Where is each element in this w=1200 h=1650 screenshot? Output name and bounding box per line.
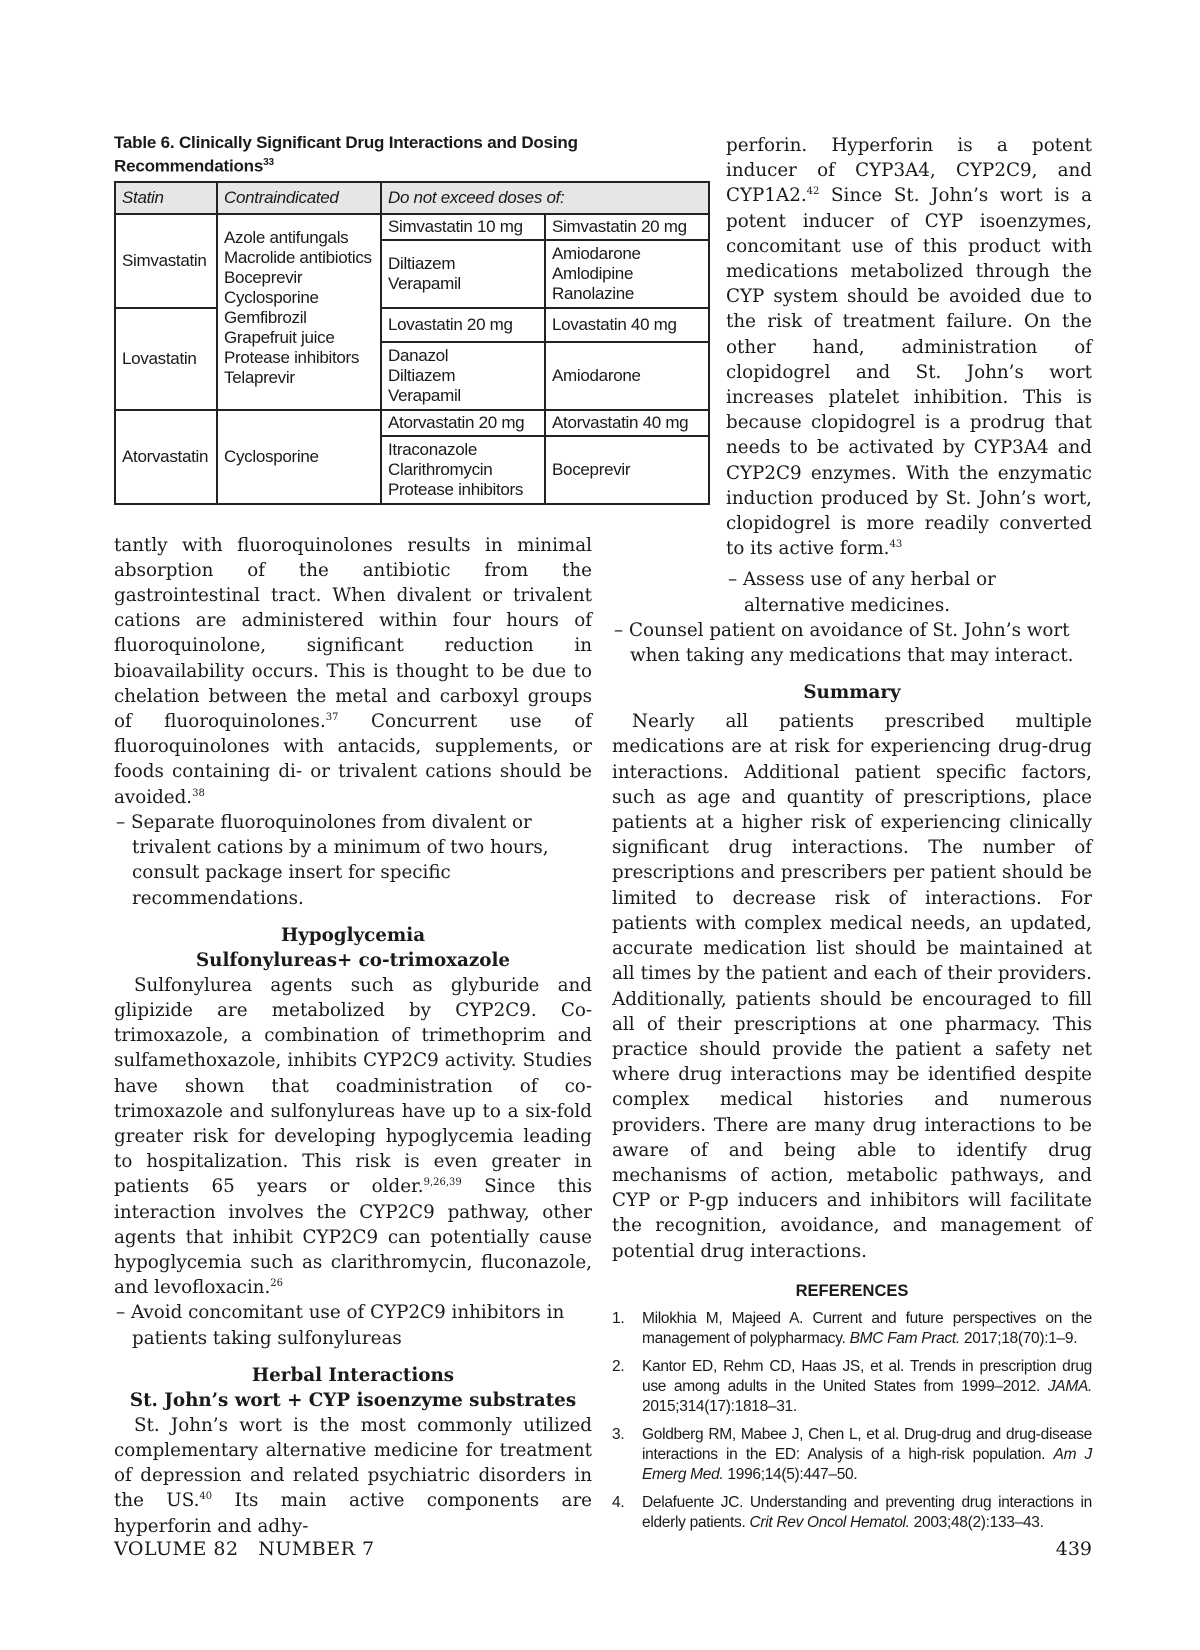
drugs1-cell: [381, 342, 545, 410]
reference-body: Milokhia M, Majeed A. Current and future perspectives on the management of polypharmacy.: [642, 1309, 1092, 1347]
drugs2-cell: Boceprevir: [545, 436, 709, 504]
reference-journal: Crit Rev Oncol Hematol.: [749, 1513, 910, 1531]
contra-item: Telaprevir: [224, 367, 295, 387]
citation: 40: [199, 1491, 213, 1503]
drug-item: Amlodipine: [552, 263, 634, 283]
subsection-heading: St. John’s wort + CYP isoenzyme substrates: [129, 1389, 577, 1411]
paragraph: Nearly all patients prescribed multiple medications are at risk for experiencing drug-drug interactions. Additional patient specific factors, such as age and quantity of prescriptions, place patients at a higher risk of experiencing clinically significant drug interactions. The number of prescriptions and prescribers per patient should be limited to decrease risk of interactions. For patients with complex medical needs, an updated, accurate medication list should be maintained at all times by the patient and each of their providers. Additionally, patients should be encouraged to fill all of their prescriptions at one pharmacy. This practice should provide the patient a safety net where drug interactions may be identified despite complex medical histories and numerous providers. There are many drug interactions to be aware of and being able to identify drug mechanisms of action, metabolic pathways, and CYP or P-gp inducers and inhibitors will facilitate the recognition, avoidance, and management of potential drug interactions.: [612, 711, 1092, 1262]
subsection-heading: Sulfonylureas+ co-trimoxazole: [195, 949, 511, 971]
contra-item: Protease inhibitors: [224, 347, 360, 367]
citation: 38: [192, 787, 205, 799]
drug-item: Itraconazole: [388, 439, 478, 459]
drug-item: Ranolazine: [552, 283, 635, 303]
references-heading: REFERENCES: [795, 1281, 909, 1300]
paragraph: [726, 133, 1092, 561]
reference-item: [612, 1309, 1092, 1349]
paragraph-text: Sulfonylurea agents such as glyburide and glipizide are metabolized by CYP2C9. Co-trimoxazole, a combination of trimethoprim and sulfamethoxazole, inhibits CYP2C9 activity. Studies have shown that coadministration of co-trimoxazole and sulfonylureas have up to a six-fold greater risk for developing hypoglycemia leading to hospitalization. This risk is even greater in patients 65 years or older.: [114, 974, 592, 1198]
reference-item: [612, 1357, 1092, 1417]
bullet-item: – Separate fluoroquinolones from divalent or trivalent cations by a minimum of two hours, consult package insert for specific recommendations.: [116, 811, 549, 909]
reference-item: [612, 1493, 1092, 1533]
paragraph-text: Concurrent use of fluoroquinolones with antacids, supplements, or foods containing di- or trivalent cations should be avoided.: [114, 711, 592, 808]
reference-item: [612, 1425, 1092, 1485]
paragraph: [114, 533, 592, 810]
bullet-item: – Counsel patient on avoidance of St. John’s wort when taking any medications that may interact.: [614, 619, 1074, 667]
table-caption: [114, 133, 592, 177]
contra-item: Cyclosporine: [224, 287, 319, 307]
dose2-cell: Atorvastatin 40 mg: [545, 410, 709, 436]
statin-cell: Simvastatin: [115, 214, 217, 308]
header-statin: Statin: [115, 182, 217, 214]
reference-tail: 1996;14(5):447–50.: [723, 1465, 858, 1483]
dose2-cell: Lovastatin 40 mg: [545, 308, 709, 342]
drug-item: Diltiazem: [388, 253, 456, 273]
citation: 9,26,39: [423, 1177, 462, 1189]
paragraph-text: perforin. Hyperforin is a potent inducer of CYP3A4, CYP2C9, and CYP1A2.: [726, 135, 1092, 207]
drug-item: Verapamil: [388, 273, 461, 293]
contra-item: Azole antifungals: [224, 227, 349, 247]
reference-number: 4.: [612, 1493, 625, 1511]
section-heading: Hypoglycemia: [280, 924, 426, 946]
drugs1-cell: [381, 240, 545, 308]
dose1-cell: Lovastatin 20 mg: [381, 308, 545, 342]
header-dose-limit: Do not exceed doses of:: [381, 182, 709, 214]
drugs2-cell: Amiodarone: [545, 342, 709, 410]
table-caption-text: Table 6. Clinically Significant Drug Interactions and Dosing Recommendations: [114, 133, 578, 176]
reference-tail: 2015;314(17):1818–31.: [642, 1397, 797, 1415]
reference-text: [642, 1357, 1092, 1417]
drugs1-cell: [381, 436, 545, 504]
reference-journal: BMC Fam Pract.: [849, 1329, 960, 1347]
contraindicated-shared-cell: [217, 214, 381, 410]
reference-tail: 2017;18(70):1–9.: [959, 1329, 1078, 1347]
footer-volume: VOLUME 82 NUMBER 7: [114, 1538, 375, 1560]
citation: 43: [889, 539, 903, 551]
dose1-cell: Atorvastatin 20 mg: [381, 410, 545, 436]
paragraph-text: Its main active components are hyperforin and adhy-: [114, 1490, 592, 1537]
drug-item: Amiodarone: [552, 243, 641, 263]
right-top-block: [612, 133, 1092, 618]
reference-text: [642, 1493, 1092, 1533]
contra-item: Boceprevir: [224, 267, 303, 287]
drug-item: Danazol: [388, 345, 449, 365]
drug-item: Verapamil: [388, 385, 461, 405]
page-number: 439: [1055, 1538, 1092, 1560]
drug-item: Diltiazem: [388, 365, 456, 385]
bullet-item: – Assess use of any herbal or alternative medicines.: [728, 569, 996, 616]
reference-body: Delafuente JC. Understanding and preventing drug interactions in elderly patients.: [642, 1493, 1092, 1531]
paragraph-text: tantly with fluoroquinolones results in minimal absorption of the antibiotic from the gastrointestinal tract. When divalent or trivalent cations are administered within four hours of fluoroquinolone, significant reduction in bioavailability occurs. This is thought to be due to chelation between the metal and carboxyl groups of fluoroquinolones.: [114, 534, 592, 733]
paragraph-text: Since this interaction involves the CYP2C9 pathway, other agents that inhibit CYP2C9 can potentially cause hypoglycemia such as clarithromycin, fluconazole, and levofloxacin.: [114, 1176, 592, 1299]
contra-item: Gemfibrozil: [224, 307, 307, 327]
contra-item: Grapefruit juice: [224, 327, 335, 347]
reference-body: Kantor ED, Rehm CD, Haas JS, et al. Trends in prescription drug use among adults in the United States from 1999–2012.: [642, 1357, 1092, 1395]
reference-text: [642, 1309, 1092, 1349]
right-column: [612, 133, 1092, 1541]
reference-number: 1.: [612, 1309, 625, 1327]
reference-number: 3.: [612, 1425, 625, 1443]
paragraph: [114, 1413, 592, 1539]
reference-tail: 2003;48(2):133–43.: [909, 1513, 1044, 1531]
statin-cell: Atorvastatin: [115, 410, 217, 504]
section-heading: Herbal Interactions: [251, 1364, 455, 1386]
bullet-item: – Avoid concomitant use of CYP2C9 inhibitors in patients taking sulfonylureas: [116, 1302, 565, 1349]
reference-body: Goldberg RM, Mabee J, Chen L, et al. Drug-drug and drug-disease interactions in the ED: Analysis of a high-risk population.: [642, 1425, 1092, 1463]
reference-number: 2.: [612, 1357, 625, 1375]
paragraph-text: St. John’s wort is the most commonly utilized complementary alternative medicine for treatment of depression and related psychiatric disorders in the US.: [114, 1414, 592, 1512]
section-heading: Summary: [803, 682, 901, 704]
statin-cell: Lovastatin: [115, 308, 217, 410]
reference-text: [642, 1425, 1092, 1485]
drug-item: Clarithromycin: [388, 459, 493, 479]
paragraph: [114, 973, 592, 1301]
dose1-cell: Simvastatin 10 mg: [381, 214, 545, 240]
dose2-cell: Simvastatin 20 mg: [545, 214, 709, 240]
contra-item: Macrolide antibiotics: [224, 247, 372, 267]
left-column: [114, 133, 689, 1539]
contraindicated-cell: Cyclosporine: [217, 410, 381, 504]
citation: 37: [325, 711, 339, 723]
reference-journal: Am J Emerg Med.: [642, 1445, 1092, 1483]
reference-journal: JAMA.: [1047, 1377, 1092, 1395]
paragraph-text: Since St. John’s wort is a potent inducer of CYP isoenzymes, concomitant use of this product with medications metabolized through the CYP system should be avoided due to the risk of treatment failure. On the other hand, administration of clopidogrel and St. John’s wort increases platelet inhibition. This is because clopidogrel is a prodrug that needs to be activated by CYP3A4 and CYP2C9 enzymes. With the enzymatic induction produced by St. John’s wort, clopidogrel is more readily converted to its active form.: [726, 185, 1092, 560]
drug-item: Protease inhibitors: [388, 479, 524, 499]
header-contraindicated: Contraindicated: [217, 182, 381, 214]
citation: 26: [270, 1278, 283, 1290]
citation: 42: [806, 186, 820, 198]
table-caption-ref: 33: [263, 157, 274, 168]
